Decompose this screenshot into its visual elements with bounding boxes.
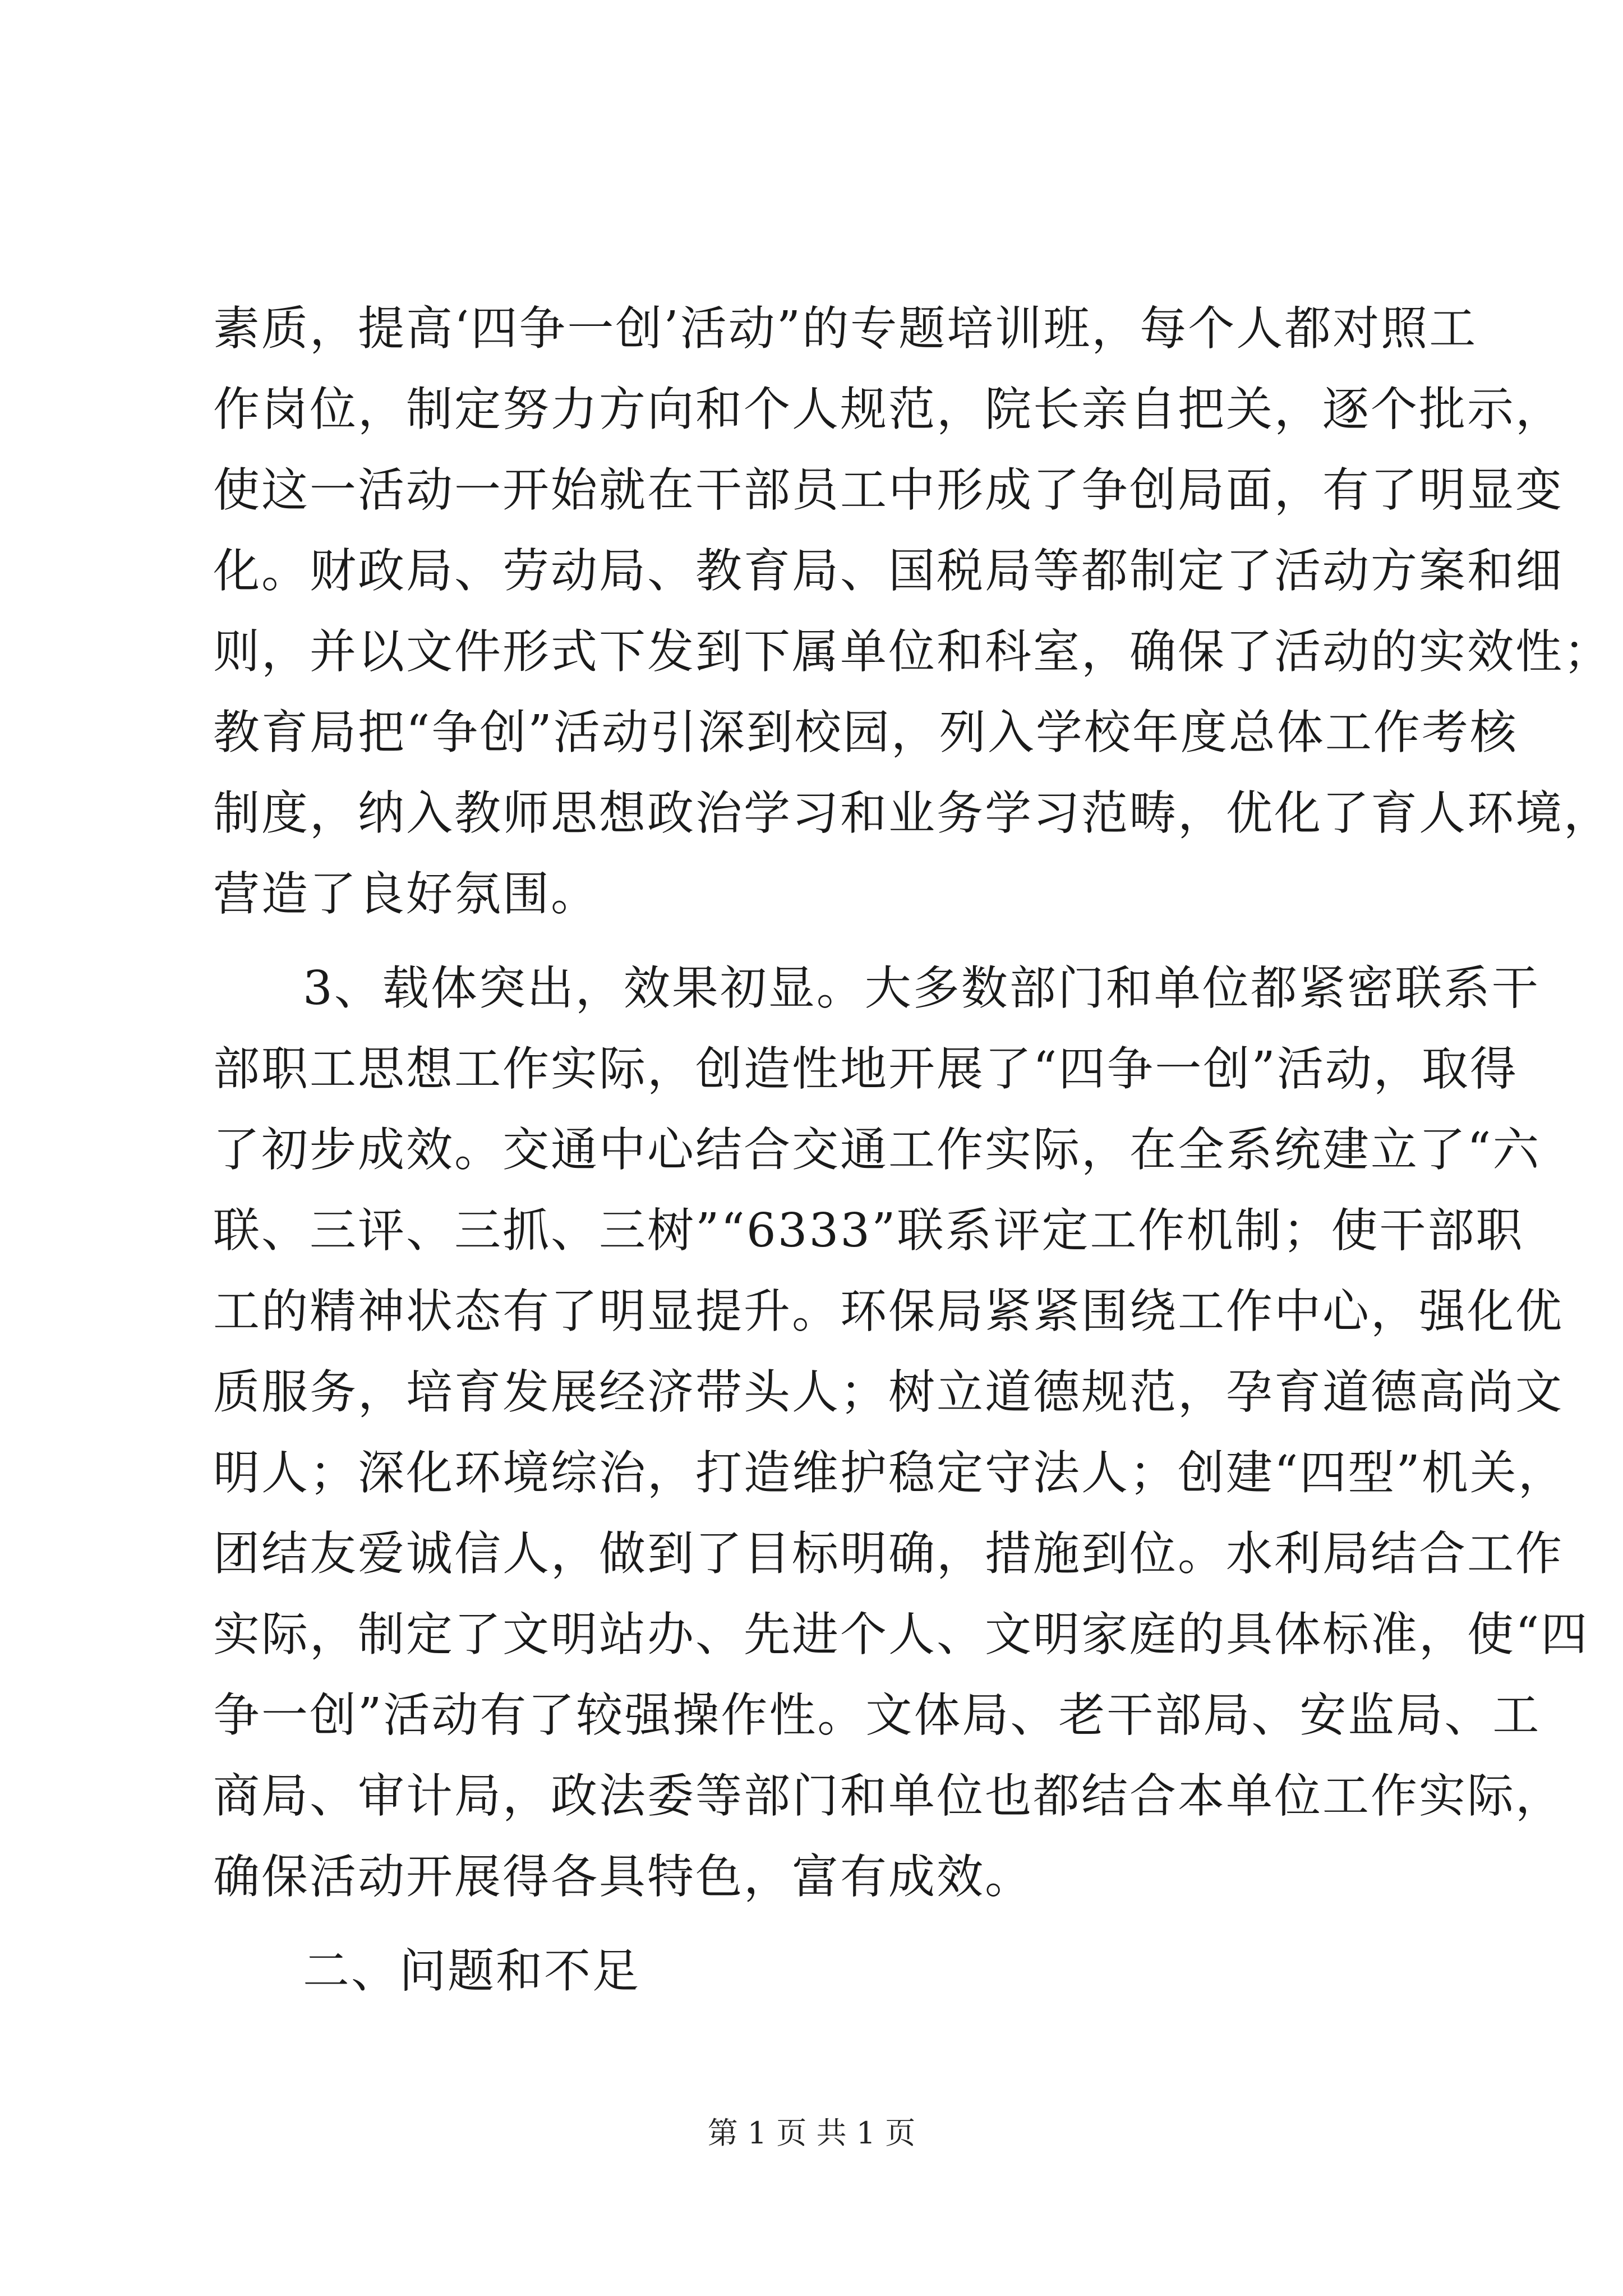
section-heading: 二、问题和不足 bbox=[303, 1944, 640, 1998]
text-line: 使这一活动一开始就在干部员工中形成了争创局面，有了明显变 bbox=[213, 463, 1564, 517]
paragraph-start-line: 3、载体突出，效果初显。大多数部门和单位都紧密联系干 bbox=[303, 961, 1540, 1015]
text-line: 教育局把“争创”活动引深到校园，列入学校年度总体工作考核 bbox=[213, 705, 1518, 760]
text-line: 工的精神状态有了明显提升。环保局紧紧围绕工作中心，强化优 bbox=[213, 1284, 1564, 1338]
text-line: 化。财政局、劳动局、教育局、国税局等都制定了活动方案和细 bbox=[213, 544, 1564, 598]
text-line: 联、三评、三抓、三树”“6333”联系评定工作机制；使干部职 bbox=[213, 1203, 1524, 1258]
text-line: 明人；深化环境综治，打造维护稳定守法人；创建“四型”机关， bbox=[213, 1446, 1566, 1500]
text-line: 则，并以文件形式下发到下属单位和科室，确保了活动的实效性； bbox=[213, 624, 1612, 679]
text-line: 营造了良好氛围。 bbox=[213, 867, 599, 921]
page-footer: 第 1 页 共 1 页 bbox=[707, 2115, 916, 2151]
text-line: 团结友爱诚信人，做到了目标明确，措施到位。水利局结合工作 bbox=[213, 1526, 1564, 1581]
text-line: 制度，纳入教师思想政治学习和业务学习范畴，优化了育人环境， bbox=[213, 786, 1612, 840]
text-line: 作岗位，制定努力方向和个人规范，院长亲自把关，逐个批示， bbox=[213, 382, 1564, 436]
text-line: 了初步成效。交通中心结合交通工作实际，在全系统建立了“六 bbox=[213, 1122, 1541, 1177]
text-line: 确保活动开展得各具特色，富有成效。 bbox=[213, 1849, 1033, 1904]
text-line: 质服务，培育发展经济带头人；树立道德规范，孕育道德高尚文 bbox=[213, 1365, 1564, 1419]
text-line: 素质，提高‘四争一创’活动”的专题培训班，每个人都对照工 bbox=[213, 301, 1478, 356]
text-line: 商局、审计局，政法委等部门和单位也都结合本单位工作实际， bbox=[213, 1769, 1564, 1823]
text-line: 部职工思想工作实际，创造性地开展了“四争一创”活动，取得 bbox=[213, 1042, 1518, 1096]
text-line: 争一创”活动有了较强操作性。文体局、老干部局、安监局、工 bbox=[213, 1688, 1541, 1742]
text-line: 实际，制定了文明站办、先进个人、文明家庭的具体标准，使“四 bbox=[213, 1607, 1589, 1662]
